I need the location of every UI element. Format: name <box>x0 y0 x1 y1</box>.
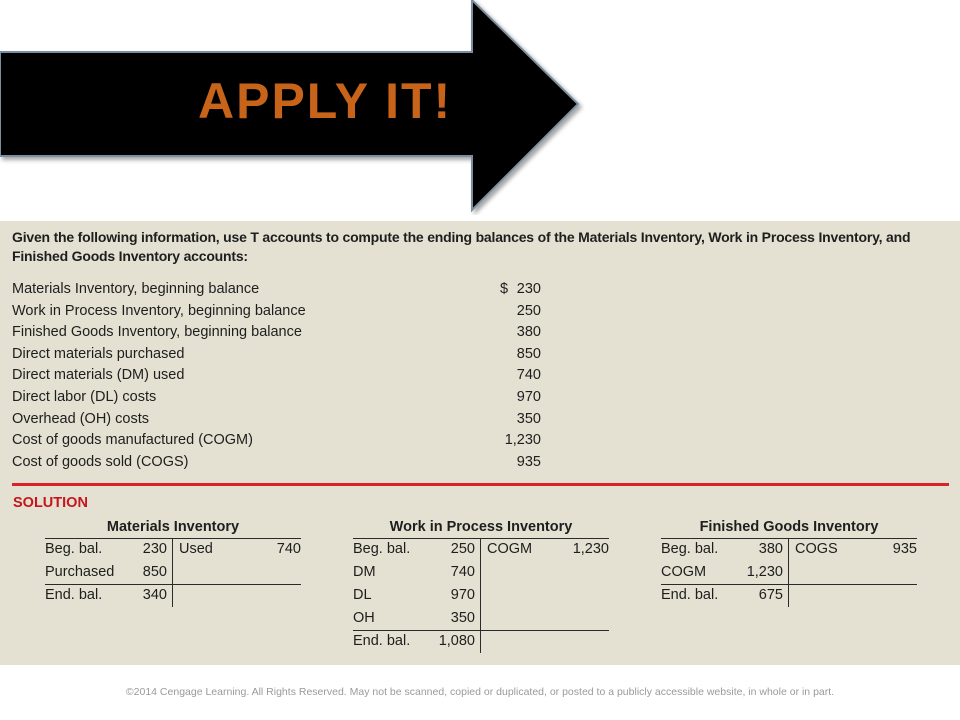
debit-value: 1,230 <box>746 564 783 580</box>
debit-value: 740 <box>450 564 475 580</box>
copyright-footer: ©2014 Cengage Learning. All Rights Reserved. May not be scanned, copied or duplicated, or posted to a publicly accessible website, in whole or in part. <box>125 686 835 698</box>
debit-value: 380 <box>758 541 783 557</box>
debit-value: 250 <box>450 541 475 557</box>
debit-label: Beg. bal. <box>353 541 411 557</box>
apply-it-heading: APPLY IT! <box>198 73 453 129</box>
given-item-value: 380 <box>516 324 541 340</box>
debit-label: Beg. bal. <box>45 541 103 557</box>
ending-balance-label: End. bal. <box>353 633 411 649</box>
given-item-value: 1,230 <box>504 432 541 448</box>
t-account-divider <box>172 538 173 607</box>
debit-value: 350 <box>450 610 475 626</box>
currency-symbol: $ <box>500 281 509 297</box>
debit-label: OH <box>353 610 375 626</box>
credit-value: 935 <box>892 541 917 557</box>
given-item-label: Materials Inventory, beginning balance <box>12 281 260 297</box>
t-account-divider <box>788 538 789 607</box>
given-item-value: 740 <box>516 367 541 383</box>
debit-label: COGM <box>661 564 707 580</box>
debit-value: 850 <box>142 564 167 580</box>
given-item-value: 230 <box>516 281 541 297</box>
debit-label: Purchased <box>45 564 115 580</box>
problem-panel <box>0 221 960 665</box>
given-item-label: Overhead (OH) costs <box>12 411 149 427</box>
t-account-closing-line <box>45 584 301 585</box>
debit-value: 970 <box>450 587 475 603</box>
credit-value: 740 <box>276 541 301 557</box>
t-account-title: Work in Process Inventory <box>389 519 573 535</box>
given-item-value: 250 <box>516 303 541 319</box>
given-item-label: Direct materials (DM) used <box>12 367 185 383</box>
given-item-label: Direct labor (DL) costs <box>12 389 157 405</box>
instructions-text: Given the following information, use T accounts to compute the ending balances of the Materials Inventory, Work in Process Inventory, and Finished Goods Inventory accounts: <box>12 229 911 264</box>
given-item-label: Work in Process Inventory, beginning balance <box>12 303 306 319</box>
t-account-title: Materials Inventory <box>106 519 240 535</box>
t-account-closing-line <box>353 630 609 631</box>
given-item-label: Finished Goods Inventory, beginning balance <box>12 324 302 340</box>
ending-balance-value: 340 <box>142 587 167 603</box>
given-item-label: Cost of goods sold (COGS) <box>12 454 189 470</box>
debit-label: Beg. bal. <box>661 541 719 557</box>
t-account-closing-line <box>661 584 917 585</box>
credit-label: COGM <box>487 541 533 557</box>
given-item-label: Cost of goods manufactured (COGM) <box>12 432 253 448</box>
given-item-value: 935 <box>516 454 541 470</box>
ending-balance-label: End. bal. <box>661 587 719 603</box>
ending-balance-label: End. bal. <box>45 587 103 603</box>
t-account-divider <box>480 538 481 653</box>
credit-label: Used <box>179 541 213 557</box>
t-account-title: Finished Goods Inventory <box>699 519 879 535</box>
credit-label: COGS <box>795 541 838 557</box>
divider-line <box>12 483 949 486</box>
debit-value: 230 <box>142 541 167 557</box>
given-item-value: 850 <box>516 346 541 362</box>
given-item-value: 970 <box>516 389 541 405</box>
debit-label: DL <box>353 587 372 603</box>
solution-heading: SOLUTION <box>13 495 88 511</box>
ending-balance-value: 675 <box>758 587 783 603</box>
ending-balance-value: 1,080 <box>438 633 475 649</box>
given-item-value: 350 <box>516 411 541 427</box>
given-item-label: Direct materials purchased <box>12 346 185 362</box>
t-account-top-line <box>353 538 609 539</box>
debit-label: DM <box>353 564 376 580</box>
t-account-top-line <box>661 538 917 539</box>
credit-value: 1,230 <box>572 541 609 557</box>
t-account-top-line <box>45 538 301 539</box>
